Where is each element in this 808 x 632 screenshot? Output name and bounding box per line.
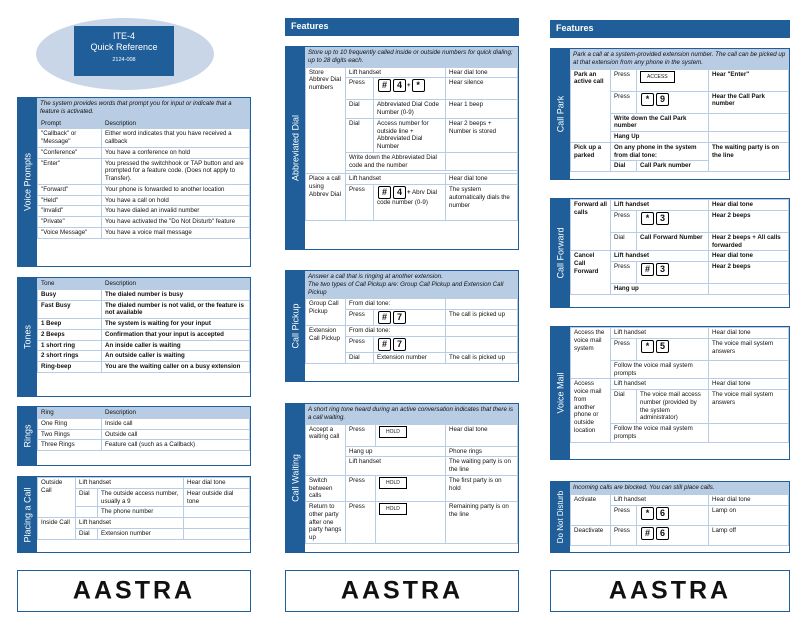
row-label: 2 short rings [38,351,102,362]
title-model: ITE-4 [112,31,135,41]
table-row [38,147,250,158]
voice-prompts-label: Voice Prompts [21,152,32,212]
call-waiting-section [285,403,519,553]
table-row [38,340,250,351]
rings-label: Rings [21,424,32,448]
row-description: You have a call on hold [102,195,250,206]
row-description: An outside caller is waiting [102,351,250,362]
row-description: You have activated the "Do Not Disturb" feature [102,217,250,228]
table-row [38,362,250,373]
row-label: 2 Beeps [38,329,102,340]
table-row [38,129,250,148]
voice-mail-section [550,326,790,460]
title-box [74,26,174,76]
row-label: 1 Beep [38,319,102,330]
call-waiting-note: A short ring tone heard during an active conversation indicates that there is a call waiting. [305,404,518,424]
voice-prompts-note: The system provides words that prompt you for input or indicate that a feature is activated. [37,98,250,118]
row-description: Outside call [102,429,250,440]
call-park-section [550,48,790,180]
row-description: The dialed number is not valid, or the feature is not available [102,300,250,319]
hold-button: HOLD [379,426,407,438]
row-label: "Forward" [38,184,102,195]
call-waiting-table: Accept a waiting call Press HOLD Hear dial tone Hang up Phone rings Lift handset The waiting party is on the line Switch between calls Press HOLD The first party is on hold Return to other party after one party hangs up Press HOLD Remaining party is on the line [305,424,518,544]
key-4: 4 [393,79,406,92]
do-not-disturb-note: Incoming calls are blocked. You can still place calls. [570,482,789,494]
table-row [38,300,250,319]
table-row [38,418,250,429]
table-row [38,429,250,440]
table-row [38,289,250,300]
call-pickup-section [285,270,519,382]
voice-mail-label: Voice Mail [554,372,565,414]
table-row [38,195,250,206]
do-not-disturb-table: Activate Lift handset Hear dial tone Press * 6 Lamp on Deactivate Press # 6 Lamp off [570,494,789,546]
rings-table: Ring Description One Ring Inside call Two Rings Outside call Three Rings Feature call (such as a Callback) [37,407,250,451]
tones-section [17,277,251,397]
tones-label: Tones [21,324,32,350]
star-key: * [412,79,425,92]
row-description: Feature call (such as a Callback) [102,440,250,451]
title-code: 2124-008 [112,56,136,63]
row-label: One Ring [38,418,102,429]
row-label: Ring-beep [38,362,102,373]
row-label: 1 short ring [38,340,102,351]
call-forward-label: Call Forward [554,227,565,279]
aastra-logo-3: AASTRA [550,570,790,612]
row-label: "Held" [38,195,102,206]
row-description: The system is waiting for your input [102,319,250,330]
aastra-logo-2: AASTRA [285,570,519,612]
do-not-disturb-label: Do Not Disturb [555,490,565,544]
abbreviated-dial-table: Store Abbrev Dial numbers Lift handset Hear dial tone Press # 4 + * Hear silence Dial Abbreviated Dial Code Number (0-9) Hear 1 beep Dial Access number for outside line + Abbreviated Dial Number Hear 2 beeps + Number is stored Write down the Abbreviated Dial code and the number Place a call using Abbrev Dial Lift handset Hear dial tone Press # 4 + Abrv Dial code number (0-9) The system automatically dials the number [305,67,518,222]
pound-key: # [378,79,391,92]
voice-prompts-table: Prompt Description "Callback" or "Message" Either word indicates that you have received a callback "Conference" You have a conference on hold "Enter" You pressed the switchhook or TAP button and are prompted for a feature code. (Does not apply to Transfer). "Forward" Your phone is forwarded to another location "Held" You have a call on hold "Invalid" You have dialed an invalid number "Private" You have activated the "Do Not Disturb" feature "Voice Message" You have a voice mail message [37,118,250,239]
table-row [38,319,250,330]
abbreviated-dial-section [285,46,519,250]
call-park-note: Park a call at a system-provided extension number. The call can be picked up at that extension from any phone in the system. [570,49,789,69]
call-forward-table: Forward all calls Lift handset Hear dial tone Press * 3 Hear 2 beeps Dial Call Forward Number Hear 2 beeps + All calls forwarded Cancel Call Forward Lift handset Hear dial tone Press # 3 Hear 2 beeps Hang up [570,199,789,295]
row-description: Your phone is forwarded to another location [102,184,250,195]
row-description: Either word indicates that you have received a callback [102,129,250,148]
row-label: "Conference" [38,147,102,158]
row-label: "Voice Message" [38,227,102,238]
row-description: You have a voice mail message [102,227,250,238]
row-description: You have a conference on hold [102,147,250,158]
call-park-table: Park an active call Press ACCESS Hear "Enter" Press * 9 Hear the Call Park number Write down the Call Park number Hang Up Pick up a parked On any phone in the system from dial tone: The waiting party is on the line Dial Call Park number [570,69,789,173]
access-button: ACCESS [640,71,675,83]
row-description: Confirmation that your input is accepted [102,329,250,340]
row-label: Three Rings [38,440,102,451]
features-header-1: Features [285,18,519,36]
placing-call-section [17,476,251,553]
title-subtitle: Quick Reference [90,42,158,53]
row-label: Two Rings [38,429,102,440]
call-park-label: Call Park [554,95,565,133]
abbreviated-dial-note: Store up to 10 frequently called inside or outside numbers for quick dialing; up to 28 digits each. [305,47,518,67]
row-label: "Callback" or "Message" [38,129,102,148]
row-label: "Enter" [38,158,102,184]
row-description: An inside caller is waiting [102,340,250,351]
placing-call-label: Placing a Call [21,486,32,543]
abbreviated-dial-label: Abbreviated Dial [289,114,300,182]
table-row [38,184,250,195]
row-description: You have dialed an invalid number [102,206,250,217]
row-label: "Invalid" [38,206,102,217]
row-description: You are the waiting caller on a busy extension [102,362,250,373]
row-label: "Private" [38,217,102,228]
table-row [38,158,250,184]
row-label: Busy [38,289,102,300]
call-forward-section [550,198,790,308]
table-row [38,329,250,340]
call-pickup-label: Call Pickup [289,303,300,349]
tones-table: Tone Description Busy The dialed number is busy Fast Busy The dialed number is not valid, or the feature is not available 1 Beep The system is waiting for your input 2 Beeps Confirmation that your input is accepted 1 short ring An inside caller is waiting 2 short rings An outside caller is waiting Ring-beep You are the waiting caller on a busy extension [37,278,250,373]
row-description: Inside call [102,418,250,429]
row-description: The dialed number is busy [102,289,250,300]
call-pickup-note: Answer a call that is ringing at another extension. The two types of Call Pickup are: Group Call Pickup and Extension Call Pickup [305,271,518,298]
table-row [38,440,250,451]
row-description: You pressed the switchhook or TAP button and are prompted for a feature code. (Does not apply to Transfer). [102,158,250,184]
table-row [38,206,250,217]
rings-section [17,406,251,466]
placing-call-table: Outside Call Lift handset Hear dial tone Dial The outside access number, usually a 9 Hear outside dial tone The phone number Inside Call Lift handset Dial Extension number [37,477,250,540]
do-not-disturb-section [550,481,790,553]
voice-prompts-section [17,97,251,267]
features-header-2: Features [550,20,790,38]
voice-mail-table: Access the voice mail system Lift handset Hear dial tone Press * 5 The voice mail system answers Follow the voice mail system prompts Access voice mail from another phone or outside location Lift handset Hear dial tone Dial The voice mail access number (provided by the system administrator) The voice mail system answers Follow the voice mail system prompts [570,327,789,443]
table-row [38,351,250,362]
call-pickup-table: Group Call Pickup From dial tone: Press # 7 The call is picked up Extension Call Pickup From dial tone: Press # 7 Dial Extension number The call is picked up [305,298,518,363]
row-label: Fast Busy [38,300,102,319]
table-row [38,227,250,238]
call-waiting-label: Call Waiting [289,454,300,502]
table-row [38,217,250,228]
aastra-logo-1: AASTRA [17,570,251,612]
